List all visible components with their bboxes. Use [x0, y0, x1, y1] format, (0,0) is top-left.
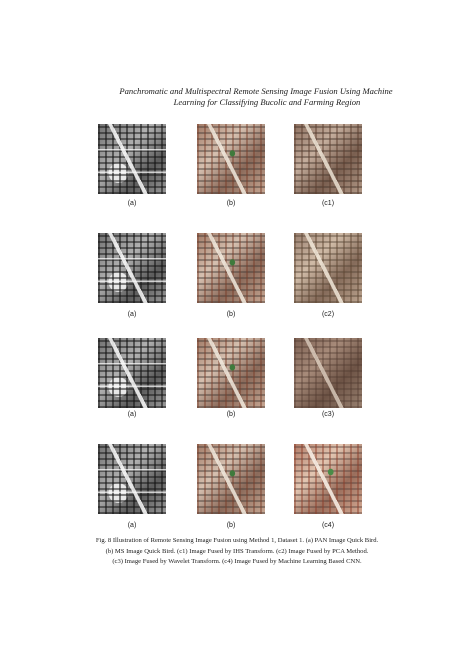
subfigure-label: (a) — [127, 200, 137, 207]
running-header — [0, 86, 474, 108]
caption-line-3: (c3) Image Fused by Wavelet Transform. (c4) Image Fused by Machine Learning Based CNN. — [112, 558, 362, 565]
pca-fused-image — [294, 233, 362, 303]
ms-image — [197, 338, 265, 408]
subfigure-label: (c1) — [321, 200, 335, 207]
pan-image — [98, 338, 166, 408]
subfigure-label: (a) — [127, 411, 137, 418]
subfigure-label: (c2) — [321, 311, 335, 318]
ihs-fused-image — [294, 124, 362, 194]
figure-caption — [0, 536, 474, 568]
cnn-fused-image — [294, 444, 362, 514]
pan-image — [98, 124, 166, 194]
subfigure-label: (a) — [127, 311, 137, 318]
subfigure-label: (a) — [127, 522, 137, 529]
ms-image — [197, 124, 265, 194]
header-line-1: Panchromatic and Multispectral Remote Sensing Image Fusion Using Machine — [119, 86, 393, 96]
subfigure-label: (c4) — [321, 522, 335, 529]
subfigure-label: (b) — [226, 522, 236, 529]
wavelet-fused-image — [294, 338, 362, 408]
header-line-2: Learning for Classifying Bucolic and Farming Region — [173, 97, 361, 107]
pan-image — [98, 444, 166, 514]
ms-image — [197, 233, 265, 303]
subfigure-label: (c3) — [321, 411, 335, 418]
subfigure-label: (b) — [226, 200, 236, 207]
ms-image — [197, 444, 265, 514]
subfigure-label: (b) — [226, 311, 236, 318]
subfigure-label: (b) — [226, 411, 236, 418]
caption-line-2: (b) MS Image Quick Bird. (c1) Image Fused by IHS Transform. (c2) Image Fused by PCA Method. — [105, 547, 369, 555]
pan-image — [98, 233, 166, 303]
caption-line-1: Fig. 8 Illustration of Remote Sensing Image Fusion using Method 1, Dataset 1. (a) PAN Image Quick Bird. — [95, 537, 379, 544]
